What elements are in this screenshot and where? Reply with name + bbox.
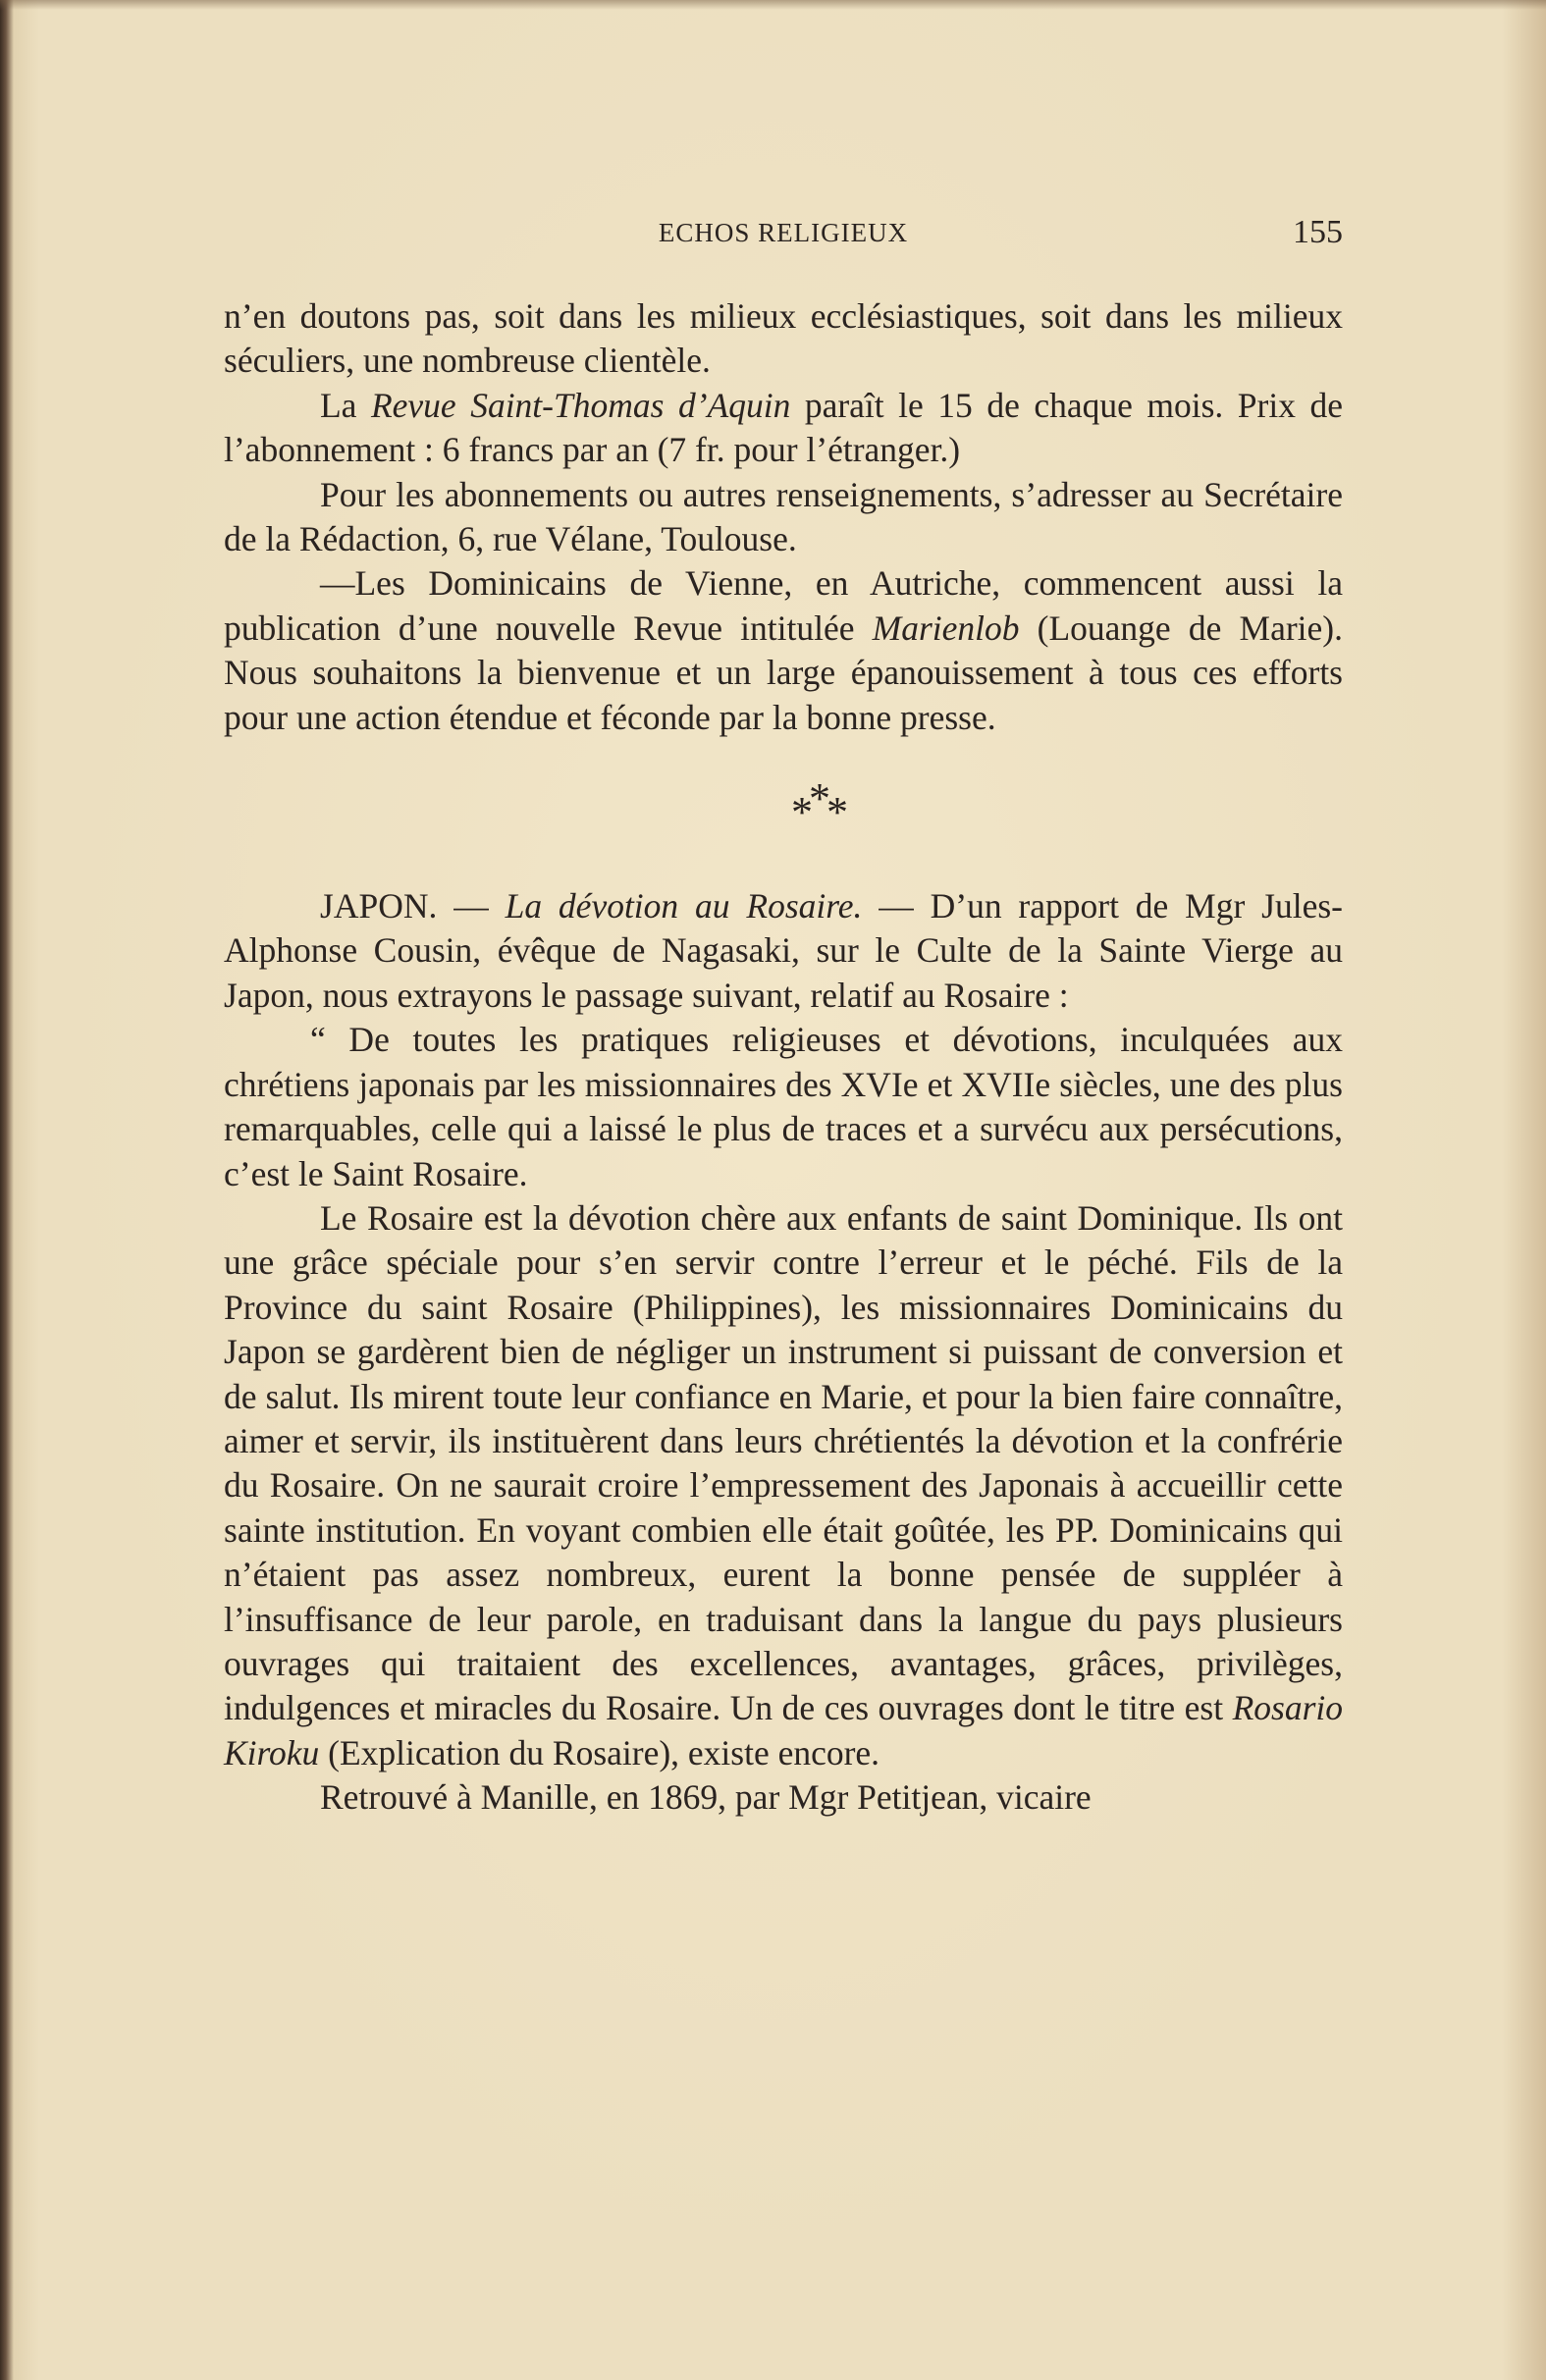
- asterism-separator: [224, 740, 1343, 884]
- paragraph-6: “ De toutes les pratiques religieuses et dévotions, inculquées aux chrétiens japonais par les missionnaires des XVIe et XVIIe siècles, une des plus remarquables, celle qui a laissé le plus de traces et a survécu aux persécutions, c’est le Saint Rosaire.: [224, 1020, 1343, 1193]
- devotion-title: La dévotion au Rosaire.: [505, 886, 863, 926]
- paragraph-7-end: (Explication du Rosaire), existe encore.: [319, 1732, 880, 1772]
- paragraph-2-lead: La: [320, 385, 371, 425]
- running-head: ECHOS RELIGIEUX: [658, 218, 909, 247]
- paragraph-2: [224, 384, 1343, 473]
- page-number: 155: [1293, 214, 1343, 250]
- paragraph-7: [224, 1196, 1343, 1775]
- paragraph-5-lead: JAPON. —: [320, 886, 506, 926]
- revue-title: Revue Saint-Thomas d’Aquin: [370, 385, 791, 425]
- paragraph-5-rest: — D’un rapport de Mgr Jules-Alphonse Cousin, évêque de Nagasaki, sur le Culte de la Sainte Vierge au Japon, nous extrayons le passage suivant, relatif au Rosaire :: [224, 886, 1343, 1015]
- paragraph-1: n’en doutons pas, soit dans les milieux ecclésiastiques, soit dans les milieux séculiers, une nombreuse clientèle.: [224, 296, 1343, 381]
- asterism-right: *: [826, 788, 844, 837]
- asterism-left: *: [791, 788, 809, 837]
- paragraph-4: [224, 561, 1343, 740]
- asterism-middle: *: [809, 774, 826, 823]
- paragraph-8: Retrouvé à Manille, en 1869, par Mgr Petitjean, vicaire: [320, 1777, 1092, 1818]
- paragraph-7-text: Le Rosaire est la dévotion chère aux enfants de saint Dominique. Ils ont une grâce spéciale pour s’en servir contre l’erreur et le péché. Fils de la Province du saint Rosaire (Philippines), les missionnaires Dominicains du Japon se gardèrent bien de négliger un instrument si puissant de conversion et de salut. Ils mirent toute leur confiance en Marie, et pour la bien faire connaître, aimer et servir, ils instituèrent dans leurs chrétientés la dévotion et la confrérie du Rosaire. On ne saurait croire l’empressement des Japonais à accueillir cette sainte institution. En voyant combien elle était goûtée, les PP. Dominicains qui n’étaient pas assez nombreux, eurent la bonne pensée de suppléer à l’insuffisance de leur parole, en traduisant dans la langue du pays plusieurs ouvrages qui traitaient des excellences, avantages, grâces, privilèges, indulgences et miracles du Rosaire. Un de ces ouvrages dont le titre est: [224, 1197, 1343, 1728]
- page-edge-shadow: [0, 0, 14, 2380]
- paragraph-2-rest: paraît le 15 de chaque mois. Prix de l’abonnement : 6 francs par an (7 fr. pour l’étranger.): [224, 385, 1343, 470]
- paragraph-4-rest: (Louange de Marie). Nous souhaitons la bienvenue et un large épanouissement à tous ces efforts pour une action étendue et féconde par la bonne presse.: [224, 608, 1343, 737]
- marienlob-title: Marienlob: [872, 608, 1020, 648]
- paragraph-4-lead: —Les Dominicains de Vienne, en Autriche, commencent aussi la publication d’une nouvelle Revue intitulée: [224, 563, 1343, 648]
- rosario-kiroku-title: Rosario Kiroku: [224, 1688, 1344, 1772]
- body-text: [224, 294, 1343, 1821]
- page-header: [224, 214, 1343, 257]
- paragraph-5: [224, 884, 1343, 1018]
- paragraph-3: Pour les abonnements ou autres renseignements, s’adresser au Secrétaire de la Rédaction, 6, rue Vélane, Toulouse.: [224, 474, 1343, 559]
- page-top-shadow: [0, 0, 1546, 10]
